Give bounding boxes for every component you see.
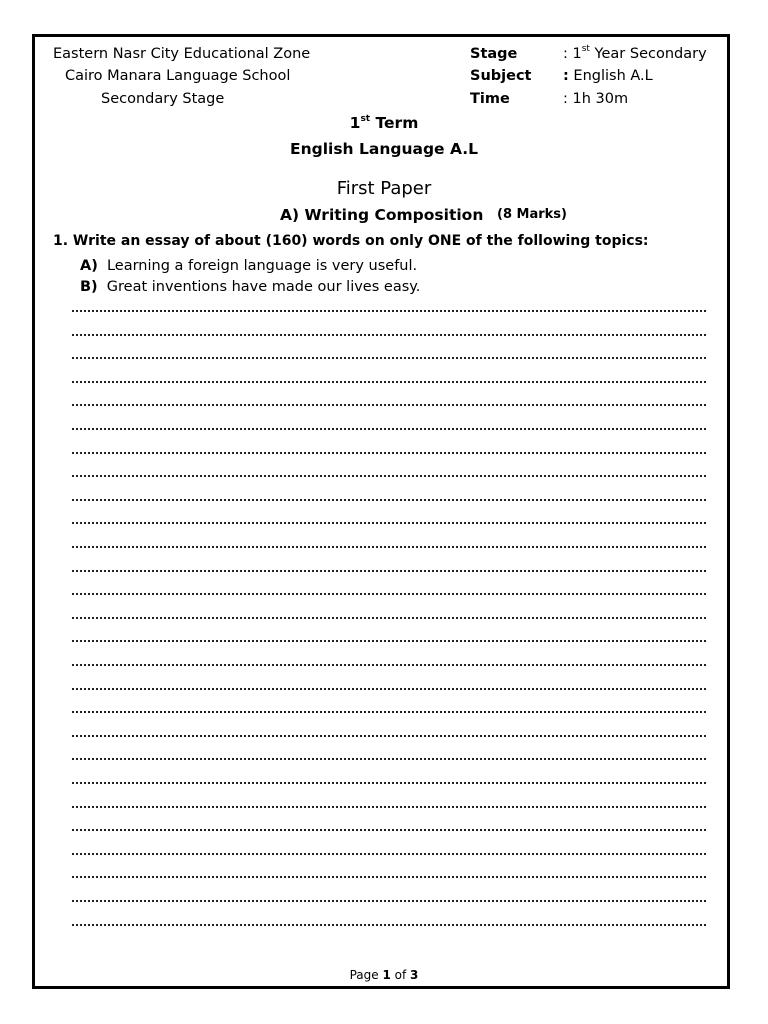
answer-line[interactable] [72, 758, 706, 760]
question-text: 1. Write an essay of about (160) words on only ONE of the following topics: [53, 233, 649, 249]
option-a [80, 255, 417, 274]
answer-line[interactable] [72, 522, 706, 524]
answer-line[interactable] [72, 829, 706, 831]
term-title: 1st Term [349, 113, 419, 132]
answer-line[interactable] [72, 900, 706, 902]
answer-line[interactable] [72, 475, 706, 477]
answer-line[interactable] [72, 404, 706, 406]
option-b-label: B) [80, 279, 98, 295]
answer-line[interactable] [72, 664, 706, 666]
option-b-text: Great inventions have made our lives easy. [106, 279, 421, 295]
answer-line[interactable] [72, 381, 706, 383]
answer-line[interactable] [72, 546, 706, 548]
time-value: : 1h 30m [563, 91, 629, 107]
answer-line[interactable] [72, 452, 706, 454]
option-b [80, 276, 420, 295]
subject-label: Subject [470, 68, 532, 84]
answer-line[interactable] [72, 640, 706, 642]
page-footer: Page 1 of 3 [349, 968, 419, 982]
answer-line[interactable] [72, 782, 706, 784]
answer-line[interactable] [72, 853, 706, 855]
school-name: Cairo Manara Language School [65, 68, 291, 84]
answer-line[interactable] [72, 617, 706, 619]
answer-line[interactable] [72, 711, 706, 713]
section-title: A) Writing Composition [280, 206, 484, 224]
time-label: Time [470, 91, 510, 107]
language-title: English Language A.L [289, 140, 478, 158]
answer-line[interactable] [72, 357, 706, 359]
zone-name: Eastern Nasr City Educational Zone [53, 46, 311, 62]
answer-line[interactable] [72, 499, 706, 501]
answer-line[interactable] [72, 593, 706, 595]
marks: (8 Marks) [497, 207, 567, 222]
answer-line[interactable] [72, 924, 706, 926]
subject-value: : English A.L [563, 68, 653, 84]
answer-line[interactable] [72, 310, 706, 312]
answer-line[interactable] [72, 876, 706, 878]
answer-line[interactable] [72, 806, 706, 808]
answer-line[interactable] [72, 688, 706, 690]
option-a-label: A) [80, 258, 98, 274]
option-a-text: Learning a foreign language is very useful. [106, 258, 418, 274]
stage-value: : 1st Year Secondary [563, 44, 707, 62]
answer-line[interactable] [72, 428, 706, 430]
stage-name: Secondary Stage [101, 91, 225, 107]
answer-line[interactable] [72, 735, 706, 737]
paper-title: First Paper [336, 178, 432, 199]
stage-label: Stage [470, 46, 518, 62]
answer-line[interactable] [72, 334, 706, 336]
answer-line[interactable] [72, 570, 706, 572]
